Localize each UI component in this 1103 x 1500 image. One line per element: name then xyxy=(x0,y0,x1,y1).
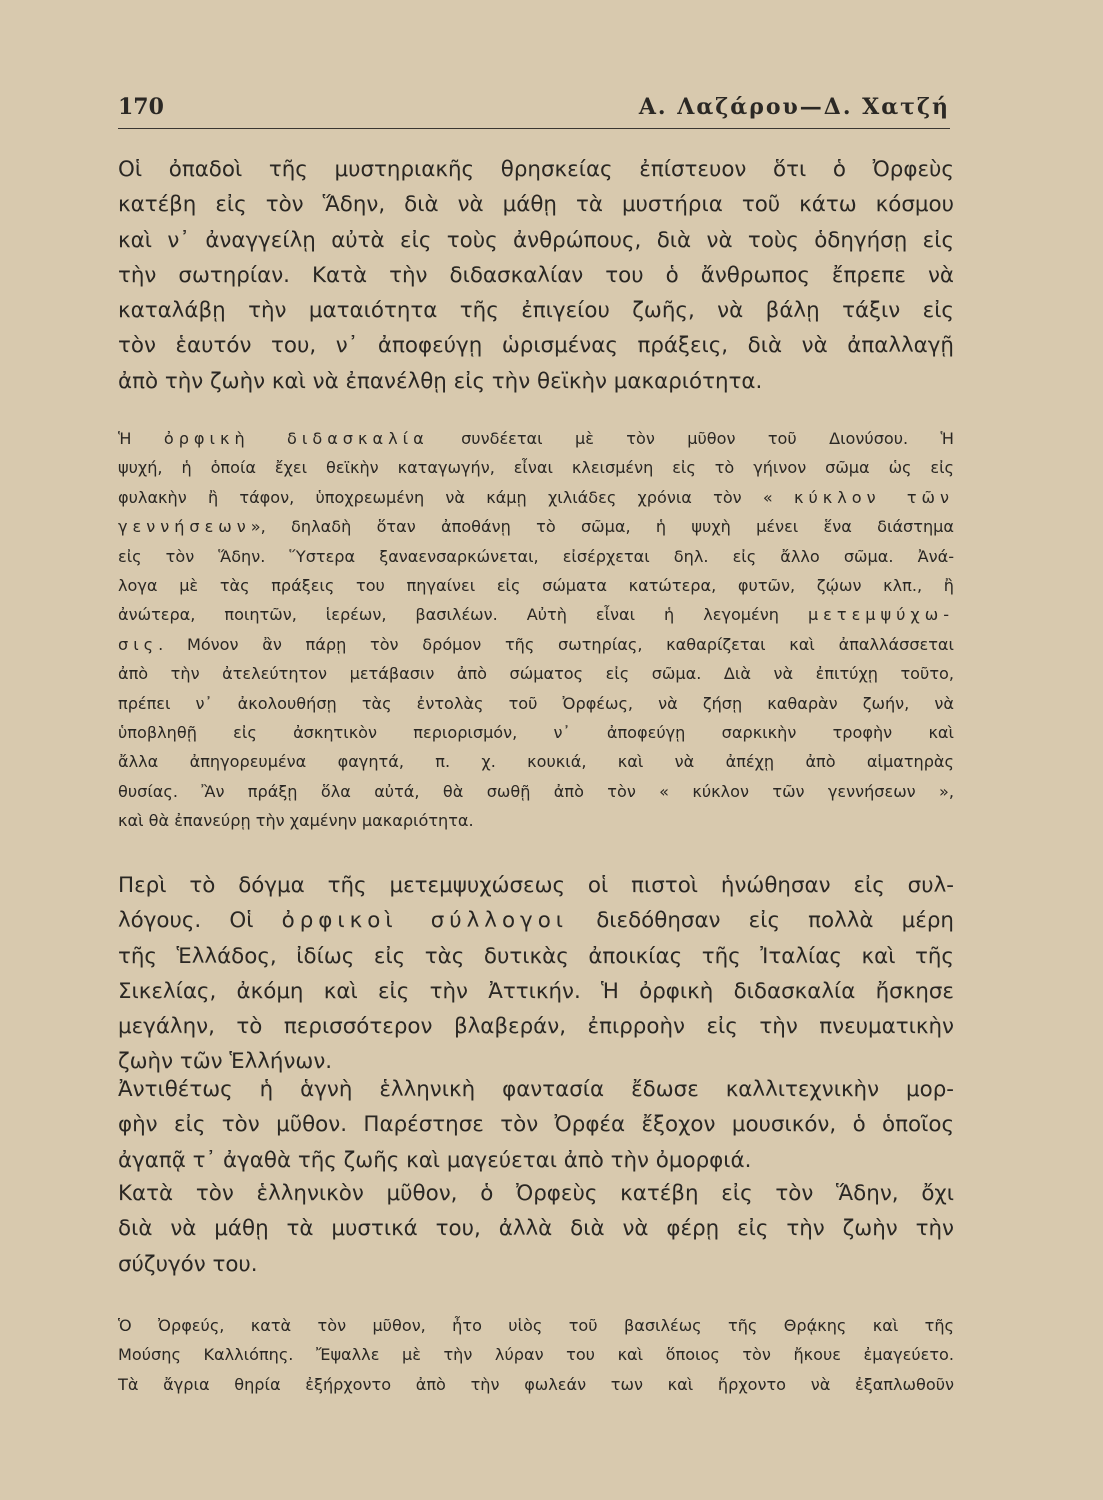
spaced-emphasis: ὀρφικὴ διδασκαλία xyxy=(163,429,429,448)
paragraph-3 xyxy=(118,1072,954,1178)
text-line: ζωὴν τῶν Ἑλλήνων. xyxy=(118,1049,333,1075)
text-line: τὸν ἑαυτόν του, ν᾽ ἀποφεύγῃ ὡρισμένας πράξεις, διὰ νὰ ἀπαλλαγῇ xyxy=(118,333,954,359)
spaced-emphasis: γεννήσεων xyxy=(118,517,251,537)
paragraph-1 xyxy=(118,152,954,399)
text-line: μεγάλην, τὸ περισσότερον βλαβεράν, ἐπιρροὴν εἰς τὴν πνευματικὴν xyxy=(118,1014,954,1040)
spaced-emphasis: ὀρφικοὶ σύλλογοι xyxy=(281,908,569,934)
text-line: σύζυγόν του. xyxy=(118,1251,258,1277)
spaced-emphasis: μετεμψύχω- xyxy=(807,605,955,625)
page-number: 170 xyxy=(118,94,164,120)
note-line: ὑποβληθῇ εἰς ἀσκητικὸν περιορισμόν, ν᾽ ἀποφεύγῃ σαρκικὴν τροφὴν καὶ xyxy=(118,723,954,743)
text-line: Σικελίας, ἀκόμη καὶ εἰς τὴν Ἀττικήν. Ἡ ὀρφικὴ διδασκαλία ἤσκησε xyxy=(118,978,954,1004)
note-line: εἰς τὸν Ἅδην. Ὕστερα ξαναενσαρκώνεται, εἰσέρχεται δηλ. εἰς ἄλλο σῶμα. Ἀνά- xyxy=(118,546,954,566)
note-line: ἄλλα ἀπηγορευμένα φαγητά, π. χ. κουκιά, καὶ νὰ ἀπέχῃ ἀπὸ αἱματηρὰς xyxy=(118,752,954,772)
page-header xyxy=(118,92,950,129)
note-line: ἀπὸ τὴν ἀτελεύτητον μετάβασιν ἀπὸ σώματος εἰς σῶμα. Διὰ νὰ ἐπιτύχῃ τοῦτο, xyxy=(118,664,954,684)
note-line: Τὰ ἄγρια θηρία ἐξήρχοντο ἀπὸ τὴν φωλεάν των καὶ ἤρχοντο νὰ ἐξαπλωθοῦν xyxy=(118,1374,954,1394)
note-text: Ἡ xyxy=(118,429,132,448)
note-text: . Μόνον ἂν πάρῃ τὸν δρόμον τῆς σωτηρίας, καθαρίζεται καὶ ἀπαλλάσσεται xyxy=(158,634,954,654)
note-line xyxy=(118,483,954,512)
note-line: καὶ θὰ ἐπανεύρῃ τὴν χαμένην μακαριότητα. xyxy=(118,811,474,831)
text-line: φὴν εἰς τὸν μῦθον. Παρέστησε τὸν Ὀρφέα ἔξοχον μουσικόν, ὁ ὁποῖος xyxy=(118,1112,954,1138)
spaced-emphasis: σις xyxy=(118,634,159,654)
note-line xyxy=(118,424,954,453)
text-line: Οἱ ὀπαδοὶ τῆς μυστηριακῆς θρησκείας ἐπίστευον ὅτι ὁ Ὀρφεὺς xyxy=(118,157,954,182)
text-line: διὰ νὰ μάθῃ τὰ μυστικά του, ἀλλὰ διὰ νὰ φέρῃ εἰς τὴν ζωὴν τὴν xyxy=(118,1216,954,1242)
text-line: Κατὰ τὸν ἑλληνικὸν μῦθον, ὁ Ὀρφεὺς κατέβη εἰς τὸν Ἅδην, ὄχι xyxy=(118,1181,954,1206)
note-block-1 xyxy=(118,424,954,836)
text-line: καὶ ν᾽ ἀναγγείλῃ αὐτὰ εἰς τοὺς ἀνθρώπους, διὰ νὰ τοὺς ὁδηγήσῃ εἰς xyxy=(118,227,954,253)
text-line: ἀγαπᾷ τ᾽ ἀγαθὰ τῆς ζωῆς καὶ μαγεύεται ἀπὸ τὴν ὀμορφιά. xyxy=(118,1147,752,1173)
note-line xyxy=(118,512,954,541)
spaced-emphasis: κύκλον τῶν xyxy=(793,487,954,507)
note-line: Ὁ Ὀρφεύς, κατὰ τὸν μῦθον, ἦτο υἱὸς τοῦ βασιλέως τῆς Θρᾴκης καὶ τῆς xyxy=(118,1316,954,1335)
text-line: Ἀντιθέτως ἡ ἁγνὴ ἑλληνικὴ φαντασία ἔδωσε καλλιτεχνικὴν μορ- xyxy=(118,1077,954,1102)
note-text: », δηλαδὴ ὅταν ἀποθάνῃ τὸ σῶμα, ἡ ψυχὴ μένει ἕνα διάστημα xyxy=(250,517,954,537)
note-line: θυσίας. Ἂν πράξῃ ὅλα αὐτά, θὰ σωθῇ ἀπὸ τὸν « κύκλον τῶν γεννήσεων », xyxy=(118,781,954,801)
note-text: ἀνώτερα, ποιητῶν, ἱερέων, βασιλέων. Αὐτὴ εἶναι ἡ λεγομένη xyxy=(118,605,779,625)
text-line: Περὶ τὸ δόγμα τῆς μετεμψυχώσεως οἱ πιστοὶ ἡνώθησαν εἰς συλ- xyxy=(118,873,954,898)
text-line: τὴν σωτηρίαν. Κατὰ τὴν διδασκαλίαν του ὁ ἄνθρωπος ἔπρεπε νὰ xyxy=(118,262,954,288)
text-line xyxy=(118,903,954,938)
note-text: συνδέεται μὲ τὸν μῦθον τοῦ Διονύσου. Ἡ xyxy=(461,429,955,448)
text-line: καταλάβῃ τὴν ματαιότητα τῆς ἐπιγείου ζωῆς, νὰ βάλῃ τάξιν εἰς xyxy=(118,298,954,324)
running-head: Α. Λαζάρου—Δ. Χατζή xyxy=(638,94,950,120)
note-line: Μούσης Καλλιόπης. Ἔψαλλε μὲ τὴν λύραν του καὶ ὅποιος τὸν ἤκουε ἐμαγεύετο. xyxy=(118,1345,954,1365)
note-text: φυλακὴν ἢ τάφον, ὑποχρεωμένη νὰ κάμῃ χιλιάδες χρόνια τὸν « xyxy=(118,487,773,507)
text-line: τῆς Ἑλλάδος, ἰδίως εἰς τὰς δυτικὰς ἀποικίας τῆς Ἰταλίας καὶ τῆς xyxy=(118,943,954,969)
text-line: ἀπὸ τὴν ζωὴν καὶ νὰ ἐπανέλθῃ εἰς τὴν θεϊκὴν μακαριότητα. xyxy=(118,368,763,394)
body-text: λόγους. Οἱ xyxy=(118,908,254,934)
note-line: ψυχή, ἡ ὁποία ἔχει θεϊκὴν καταγωγήν, εἶναι κλεισμένη εἰς τὸ γήινον σῶμα ὡς εἰς xyxy=(118,458,954,478)
note-line: λογα μὲ τὰς πράξεις του πηγαίνει εἰς σώματα κατώτερα, φυτῶν, ζῴων κλπ., ἢ xyxy=(118,576,954,596)
note-block-2 xyxy=(118,1311,954,1399)
paragraph-4 xyxy=(118,1176,954,1282)
body-text: διεδόθησαν εἰς πολλὰ μέρη xyxy=(596,908,954,934)
note-line xyxy=(118,600,954,629)
note-line: πρέπει ν᾽ ἀκολουθήσῃ τὰς ἐντολὰς τοῦ Ὀρφέως, νὰ ζήσῃ καθαρὰν ζωήν, νὰ xyxy=(118,693,954,713)
note-line xyxy=(118,630,954,659)
paragraph-2 xyxy=(118,868,954,1080)
text-line: κατέβη εἰς τὸν Ἅδην, διὰ νὰ μάθῃ τὰ μυστήρια τοῦ κάτω κόσμου xyxy=(118,192,954,218)
